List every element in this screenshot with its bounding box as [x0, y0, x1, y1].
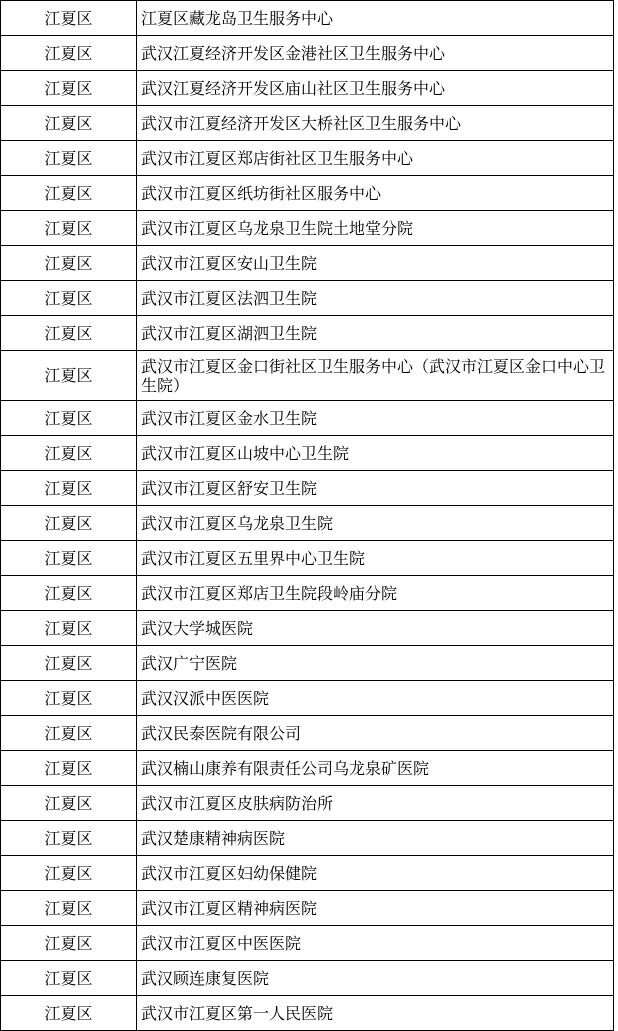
table-row: [1, 786, 614, 821]
institution-name-cell: 武汉市江夏区金水卫生院: [137, 401, 614, 436]
table-row: [1, 436, 614, 471]
district-cell: 江夏区: [1, 996, 137, 1031]
table-row: [1, 926, 614, 961]
institution-name-cell: 武汉市江夏区皮肤病防治所: [137, 786, 614, 821]
institution-name-cell: 武汉市江夏区安山卫生院: [137, 246, 614, 281]
table-row: [1, 576, 614, 611]
institution-name-cell: 武汉市江夏区湖泗卫生院: [137, 316, 614, 351]
institution-name-cell: 武汉市江夏区郑店街社区卫生服务中心: [137, 141, 614, 176]
table-row: [1, 71, 614, 106]
district-cell: 江夏区: [1, 211, 137, 246]
district-cell: 江夏区: [1, 681, 137, 716]
table-row: [1, 401, 614, 436]
district-cell: 江夏区: [1, 716, 137, 751]
district-cell: 江夏区: [1, 281, 137, 316]
table-row: [1, 506, 614, 541]
district-cell: 江夏区: [1, 751, 137, 786]
district-cell: 江夏区: [1, 506, 137, 541]
district-cell: 江夏区: [1, 141, 137, 176]
institution-name-cell: 武汉市江夏区山坡中心卫生院: [137, 436, 614, 471]
institution-name-cell: 武汉市江夏区精神病医院: [137, 891, 614, 926]
institution-name-cell: 武汉市江夏区乌龙泉卫生院土地堂分院: [137, 211, 614, 246]
institution-name-cell: 武汉广宁医院: [137, 646, 614, 681]
table-row: [1, 541, 614, 576]
institution-name-cell: 武汉市江夏区法泗卫生院: [137, 281, 614, 316]
table-row: [1, 1, 614, 36]
district-cell: 江夏区: [1, 471, 137, 506]
institution-name-cell: 武汉汉派中医医院: [137, 681, 614, 716]
table-row: [1, 751, 614, 786]
table-row: [1, 281, 614, 316]
institution-name-cell: 武汉市江夏区纸坊街社区服务中心: [137, 176, 614, 211]
district-cell: 江夏区: [1, 1, 137, 36]
table-row: [1, 351, 614, 401]
district-cell: 江夏区: [1, 891, 137, 926]
table-row: [1, 246, 614, 281]
table-row: [1, 646, 614, 681]
institution-name-cell: 武汉市江夏经济开发区大桥社区卫生服务中心: [137, 106, 614, 141]
table-row: [1, 716, 614, 751]
district-cell: 江夏区: [1, 176, 137, 211]
district-cell: 江夏区: [1, 316, 137, 351]
district-cell: 江夏区: [1, 246, 137, 281]
institution-name-cell: 武汉市江夏区妇幼保健院: [137, 856, 614, 891]
table-row: [1, 611, 614, 646]
district-cell: 江夏区: [1, 436, 137, 471]
district-cell: 江夏区: [1, 541, 137, 576]
district-cell: 江夏区: [1, 856, 137, 891]
district-cell: 江夏区: [1, 786, 137, 821]
institution-name-cell: 武汉市江夏区五里界中心卫生院: [137, 541, 614, 576]
district-cell: 江夏区: [1, 401, 137, 436]
district-cell: 江夏区: [1, 576, 137, 611]
district-cell: 江夏区: [1, 71, 137, 106]
institution-name-cell: 武汉市江夏区舒安卫生院: [137, 471, 614, 506]
institution-name-cell: 武汉市江夏区金口街社区卫生服务中心（武汉市江夏区金口中心卫生院）: [137, 351, 614, 401]
table-row: [1, 176, 614, 211]
table-row: [1, 681, 614, 716]
institution-name-cell: 江夏区藏龙岛卫生服务中心: [137, 1, 614, 36]
district-cell: 江夏区: [1, 351, 137, 401]
district-cell: 江夏区: [1, 821, 137, 856]
table-body: [1, 1, 614, 1031]
district-cell: 江夏区: [1, 646, 137, 681]
district-cell: 江夏区: [1, 611, 137, 646]
table-row: [1, 856, 614, 891]
institution-name-cell: 武汉顾连康复医院: [137, 961, 614, 996]
table-row: [1, 106, 614, 141]
table-row: [1, 316, 614, 351]
institution-name-cell: 武汉楠山康养有限责任公司乌龙泉矿医院: [137, 751, 614, 786]
table-row: [1, 141, 614, 176]
institution-name-cell: 武汉楚康精神病医院: [137, 821, 614, 856]
table-row: [1, 471, 614, 506]
institution-name-cell: 武汉民泰医院有限公司: [137, 716, 614, 751]
institution-name-cell: 武汉江夏经济开发区庙山社区卫生服务中心: [137, 71, 614, 106]
institution-name-cell: 武汉江夏经济开发区金港社区卫生服务中心: [137, 36, 614, 71]
district-cell: 江夏区: [1, 961, 137, 996]
district-cell: 江夏区: [1, 36, 137, 71]
institution-name-cell: 武汉大学城医院: [137, 611, 614, 646]
table-row: [1, 996, 614, 1031]
table-row: [1, 821, 614, 856]
table-row: [1, 961, 614, 996]
table-row: [1, 36, 614, 71]
table-row: [1, 211, 614, 246]
institution-name-cell: 武汉市江夏区第一人民医院: [137, 996, 614, 1031]
institution-name-cell: 武汉市江夏区郑店卫生院段岭庙分院: [137, 576, 614, 611]
institution-name-cell: 武汉市江夏区乌龙泉卫生院: [137, 506, 614, 541]
district-cell: 江夏区: [1, 106, 137, 141]
institution-name-cell: 武汉市江夏区中医医院: [137, 926, 614, 961]
district-cell: 江夏区: [1, 926, 137, 961]
table-row: [1, 891, 614, 926]
